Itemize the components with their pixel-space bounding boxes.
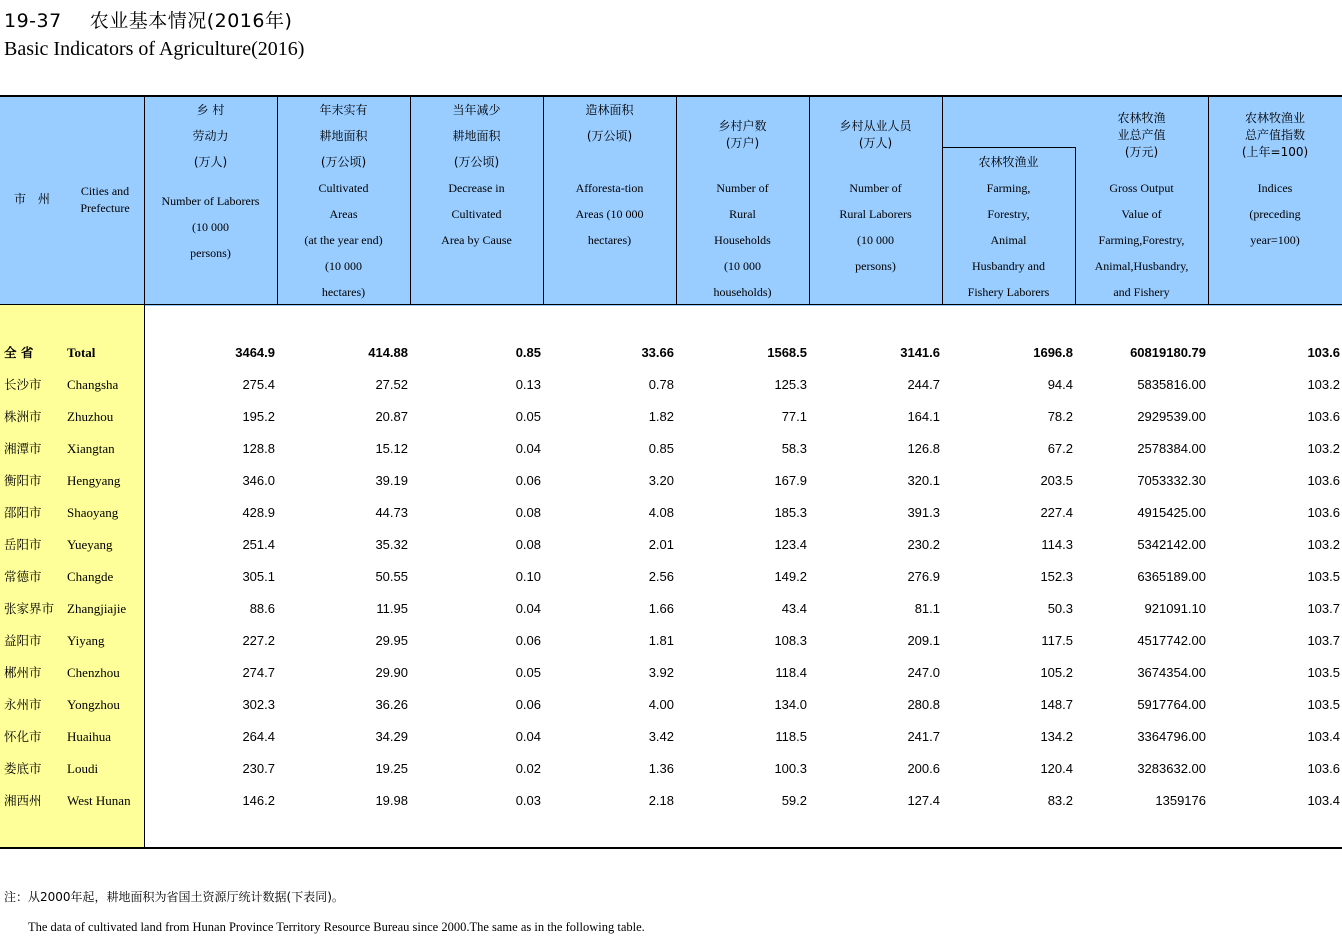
- header-zh-line: 乡村从业人员: [839, 119, 912, 133]
- table-cell: 103.6: [1307, 505, 1340, 520]
- header-en-line: Cultivated: [451, 207, 502, 221]
- region-name-zh: 常德市: [4, 569, 42, 584]
- region-name-en: Changde: [67, 569, 114, 584]
- page-title-zh: [4, 6, 292, 33]
- table-cell: 39.19: [375, 473, 408, 488]
- table-cell: 251.4: [242, 537, 275, 552]
- table-cell: 67.2: [1047, 441, 1073, 456]
- table-cell: 103.6: [1307, 761, 1340, 776]
- table-cell: 320.1: [907, 473, 940, 488]
- header-col-zh: [277, 97, 410, 175]
- page-title-en: Basic Indicators of Agriculture(2016): [4, 38, 305, 60]
- table-cell: 185.3: [774, 505, 807, 520]
- table-cell: 58.3: [781, 441, 807, 456]
- header-en-line: Animal,Husbandry,: [1094, 259, 1189, 273]
- table-cell: 19.98: [375, 793, 408, 808]
- header-col-zh: [1208, 110, 1342, 161]
- table-cell: 0.05: [515, 409, 541, 424]
- table-cell: 346.0: [242, 473, 275, 488]
- table-cell: 1.66: [648, 601, 674, 616]
- header-col-en: [277, 175, 410, 305]
- header-zh-line: (万人): [193, 155, 228, 169]
- table-cell: 29.90: [375, 665, 408, 680]
- table-cell: 391.3: [907, 505, 940, 520]
- table-cell: 114.3: [1041, 537, 1073, 552]
- table-cell: 103.5: [1307, 665, 1340, 680]
- header-zh-line: 业总产值: [1117, 128, 1166, 142]
- table-cell: 103.7: [1307, 601, 1340, 616]
- header-en-line: Number of Laborers: [161, 194, 260, 208]
- header-en-line: persons): [855, 259, 896, 273]
- table-cell: 83.2: [1047, 793, 1073, 808]
- header-en-line: Rural Laborers: [839, 207, 912, 221]
- table-cell: 2929539.00: [1137, 409, 1206, 424]
- header-en-line: (preceding: [1249, 207, 1301, 221]
- note-zh: 注：从2000年起，耕地面积为省国土资源厅统计数据(下表同)。: [4, 890, 344, 904]
- table-cell: 275.4: [242, 377, 275, 392]
- header-en-line: Afforesta-tion: [575, 181, 644, 195]
- table-cell: 103.2: [1307, 537, 1340, 552]
- table-cell: 0.04: [515, 601, 541, 616]
- region-name-zh: 衡阳市: [4, 473, 42, 488]
- table-cell: 103.5: [1307, 569, 1340, 584]
- table-row: [0, 497, 1342, 529]
- table-cell: 230.2: [907, 537, 940, 552]
- table-cell: 60819180.79: [1130, 345, 1206, 360]
- table-cell: 103.7: [1307, 633, 1340, 648]
- header-en-line: persons): [190, 246, 231, 260]
- table-cell: 27.52: [375, 377, 408, 392]
- table-cell: 1.81: [648, 633, 674, 648]
- table-cell: 247.0: [907, 665, 940, 680]
- header-en-line: and Fishery: [1113, 285, 1170, 299]
- header-region-en: [72, 183, 138, 217]
- table-cell: 146.2: [242, 793, 275, 808]
- table-cell: 0.03: [515, 793, 541, 808]
- table-cell: 118.4: [775, 665, 807, 680]
- region-name-en: Yongzhou: [67, 697, 120, 712]
- table-cell: 35.32: [375, 537, 408, 552]
- table-cell: 15.12: [375, 441, 408, 456]
- table-cell: 0.06: [515, 633, 541, 648]
- table-cell: 94.4: [1047, 377, 1073, 392]
- table-cell: 244.7: [907, 377, 940, 392]
- table-cell: 1359176: [1155, 793, 1206, 808]
- table-cell: 264.4: [242, 729, 275, 744]
- table-cell: 103.6: [1307, 409, 1340, 424]
- table-cell: 164.1: [907, 409, 940, 424]
- header-zh-line: 年末实有: [319, 103, 368, 117]
- table-cell: 134.2: [1040, 729, 1073, 744]
- table-cell: 0.04: [515, 441, 541, 456]
- header-en-line: (10 000: [192, 220, 229, 234]
- header-zh-line: 当年减少: [452, 103, 501, 117]
- region-name-en: Hengyang: [67, 473, 121, 488]
- region-name-en: Huaihua: [67, 729, 112, 744]
- table-cell: 0.08: [515, 505, 541, 520]
- table-row: [0, 785, 1342, 817]
- header-en-line: Indices: [1257, 181, 1293, 195]
- table-cell: 0.05: [515, 665, 541, 680]
- table-cell: 43.4: [781, 601, 807, 616]
- table-cell: 118.5: [775, 729, 807, 744]
- region-name-en: Shaoyang: [67, 505, 119, 520]
- header-en-line: Number of: [849, 181, 902, 195]
- table-cell: 2.56: [648, 569, 674, 584]
- header-col-en: [543, 175, 676, 253]
- table-cell: 78.2: [1047, 409, 1073, 424]
- table-cell: 100.3: [774, 761, 807, 776]
- total-row: [0, 337, 1342, 369]
- region-name-en: Zhuzhou: [67, 409, 114, 424]
- table-cell: 149.2: [774, 569, 807, 584]
- table-cell: 5342142.00: [1137, 537, 1206, 552]
- table-cell: 203.5: [1040, 473, 1073, 488]
- header-en-line: (at the year end): [304, 233, 383, 247]
- header-en-line: Fishery Laborers: [967, 285, 1050, 299]
- region-name-en: Zhangjiajie: [67, 601, 127, 616]
- table-cell: 3464.9: [235, 345, 275, 360]
- table-bottom-rule: [0, 847, 1342, 849]
- table-cell: 108.3: [774, 633, 807, 648]
- table-cell: 1.36: [648, 761, 674, 776]
- table-cell: 88.6: [249, 601, 275, 616]
- table-cell: 11.95: [376, 601, 408, 616]
- table-cell: 128.8: [242, 441, 275, 456]
- region-name-en: Yiyang: [67, 633, 105, 648]
- region-name-zh: 永州市: [4, 697, 42, 712]
- table-cell: 3.42: [648, 729, 674, 744]
- table-cell: 103.4: [1307, 793, 1340, 808]
- table-cell: 274.7: [242, 665, 275, 680]
- header-zh-line: 劳动力: [192, 129, 229, 143]
- header-en-line: Households: [714, 233, 771, 247]
- table-cell: 227.4: [1040, 505, 1073, 520]
- table-cell: 241.7: [907, 729, 940, 744]
- header-zh-line: 耕地面积: [452, 129, 501, 143]
- header-zh-line: 乡村户数: [718, 119, 767, 133]
- table-cell: 1.82: [648, 409, 674, 424]
- header-zh-line: 农林牧渔: [1117, 111, 1166, 125]
- table-cell: 305.1: [242, 569, 275, 584]
- region-name-en: West Hunan: [67, 793, 131, 808]
- header-en-line: households): [713, 285, 772, 299]
- header-col-en: [1075, 175, 1208, 305]
- table-cell: 20.87: [375, 409, 408, 424]
- table-cell: 3.92: [648, 665, 674, 680]
- header-zh-line: 造林面积: [585, 103, 634, 117]
- table-cell: 117.5: [1041, 633, 1073, 648]
- header-col-en: [942, 175, 1075, 305]
- table-cell: 209.1: [907, 633, 940, 648]
- table-cell: 120.4: [1040, 761, 1073, 776]
- region-name-zh: 怀化市: [4, 729, 42, 744]
- region-name-zh: 娄底市: [4, 761, 42, 776]
- header-en-line: Decrease in: [448, 181, 505, 195]
- table-cell: 302.3: [242, 697, 275, 712]
- table-cell: 50.55: [375, 569, 408, 584]
- table-cell: 230.7: [242, 761, 275, 776]
- table-cell: 0.06: [515, 697, 541, 712]
- table-cell: 5917764.00: [1137, 697, 1206, 712]
- header-col-en: [144, 188, 277, 266]
- table-cell: 0.85: [515, 345, 541, 360]
- header-zh-line: 耕地面积: [319, 129, 368, 143]
- table-cell: 200.6: [907, 761, 940, 776]
- table-cell: 2.18: [648, 793, 674, 808]
- region-name-en: Total: [67, 345, 96, 360]
- table-cell: 81.1: [914, 601, 940, 616]
- table-cell: 105.2: [1040, 665, 1073, 680]
- header-zh-line: (万公顷): [320, 155, 367, 169]
- header-col-en: [809, 175, 942, 279]
- region-name-en: Loudi: [67, 761, 99, 776]
- table-cell: 134.0: [774, 697, 807, 712]
- header-en-line: Value of: [1121, 207, 1162, 221]
- header-col-zh: [144, 97, 277, 175]
- table-cell: 103.6: [1307, 345, 1340, 360]
- table-cell: 36.26: [375, 697, 408, 712]
- table-cell: 34.29: [375, 729, 408, 744]
- table-cell: 280.8: [907, 697, 940, 712]
- region-name-en: Chenzhou: [67, 665, 120, 680]
- table-cell: 3283632.00: [1137, 761, 1206, 776]
- table-cell: 3674354.00: [1137, 665, 1206, 680]
- region-name-zh: 邵阳市: [4, 505, 42, 520]
- region-name-zh: 长沙市: [4, 377, 42, 392]
- header-en-line: hectares): [321, 285, 366, 299]
- table-cell: 103.6: [1307, 473, 1340, 488]
- table-cell: 0.78: [648, 377, 674, 392]
- table-cell: 103.5: [1307, 697, 1340, 712]
- region-name-en: Xiangtan: [67, 441, 115, 456]
- table-cell: 414.88: [368, 345, 408, 360]
- table-cell: 103.2: [1307, 377, 1340, 392]
- table-cell: 6365189.00: [1137, 569, 1206, 584]
- header-zh-line: (万户): [725, 136, 760, 150]
- header-zh-line: (万人): [858, 136, 893, 150]
- table-cell: 0.08: [515, 537, 541, 552]
- table-cell: 77.1: [781, 409, 807, 424]
- table-cell: 29.95: [375, 633, 408, 648]
- table-row: [0, 369, 1342, 401]
- region-name-zh: 岳阳市: [4, 537, 42, 552]
- table-cell: 44.73: [375, 505, 408, 520]
- table-cell: 3364796.00: [1137, 729, 1206, 744]
- table-cell: 103.2: [1307, 441, 1340, 456]
- region-name-zh: 株洲市: [4, 409, 42, 424]
- subheader-rule: [942, 147, 1075, 148]
- table-cell: 125.3: [774, 377, 807, 392]
- table-cell: 127.4: [907, 793, 940, 808]
- header-zh-line: 总产值指数: [1244, 128, 1305, 142]
- header-en-line: Area by Cause: [441, 233, 512, 247]
- table-row: [0, 593, 1342, 625]
- header-col-zh: [543, 97, 676, 149]
- region-name-zh: 全 省: [4, 345, 34, 360]
- header-col-zh: [1075, 110, 1208, 161]
- table-cell: 276.9: [907, 569, 940, 584]
- header-en-line: Gross Output: [1109, 181, 1174, 195]
- table-cell: 0.02: [515, 761, 541, 776]
- table-cell: 126.8: [907, 441, 940, 456]
- header-en-line: Areas: [329, 207, 358, 221]
- region-name-zh: 湘潭市: [4, 441, 42, 456]
- header-col-en: [410, 175, 543, 253]
- table-cell: 428.9: [242, 505, 275, 520]
- region-name-en: Changsha: [67, 377, 119, 392]
- header-en-line: Animal: [990, 233, 1027, 247]
- header-zh-line: 农林牧渔业: [978, 155, 1039, 169]
- header-zh-line: (万公顷): [586, 129, 633, 143]
- header-en-line: year=100): [1250, 233, 1300, 247]
- header-en-line: Rural: [729, 207, 756, 221]
- header-en-line: hectares): [587, 233, 632, 247]
- table-cell: 167.9: [774, 473, 807, 488]
- region-name-zh: 张家界市: [4, 601, 55, 616]
- table-row: [0, 657, 1342, 689]
- header-region-en-line: Prefecture: [80, 201, 130, 215]
- table-cell: 33.66: [641, 345, 674, 360]
- region-name-zh: 郴州市: [4, 665, 42, 680]
- header-zh-line: 农林牧渔业: [1244, 111, 1305, 125]
- table-row: [0, 433, 1342, 465]
- header-col-zh: [942, 149, 1075, 175]
- table-number: 19-37: [4, 10, 62, 32]
- header-zh-line: (万公顷): [453, 155, 500, 169]
- table-row: [0, 689, 1342, 721]
- header-col-en: [676, 175, 809, 305]
- table-cell: 4.00: [648, 697, 674, 712]
- table-cell: 59.2: [781, 793, 807, 808]
- table-row: [0, 625, 1342, 657]
- table-cell: 2578384.00: [1137, 441, 1206, 456]
- header-en-line: Areas (10 000: [575, 207, 644, 221]
- table-cell: 1568.5: [767, 345, 807, 360]
- table-cell: 0.06: [515, 473, 541, 488]
- table-cell: 148.7: [1040, 697, 1073, 712]
- table-cell: 4517742.00: [1137, 633, 1206, 648]
- header-en-line: Number of: [716, 181, 769, 195]
- header-en-line: Forestry,: [987, 207, 1030, 221]
- table-cell: 0.13: [515, 377, 541, 392]
- header-region-en-line: Cities and: [80, 184, 130, 198]
- table-cell: 4.08: [648, 505, 674, 520]
- table-cell: 3.20: [648, 473, 674, 488]
- table-cell: 7053332.30: [1137, 473, 1206, 488]
- header-col-zh: [676, 118, 809, 152]
- header-col-en: [1208, 175, 1342, 253]
- region-name-zh: 湘西州: [4, 793, 42, 808]
- header-en-line: (10 000: [325, 259, 362, 273]
- header-en-line: (10 000: [857, 233, 894, 247]
- table-cell: 103.4: [1307, 729, 1340, 744]
- table-cell: 1696.8: [1033, 345, 1073, 360]
- table-cell: 0.04: [515, 729, 541, 744]
- table-cell: 2.01: [648, 537, 674, 552]
- header-zh-line: 乡 村: [196, 103, 225, 117]
- table-cell: 0.85: [648, 441, 674, 456]
- table-cell: 4915425.00: [1137, 505, 1206, 520]
- table-cell: 921091.10: [1144, 601, 1206, 616]
- note-en: The data of cultivated land from Hunan Province Territory Resource Bureau since 2000.The same as in the following table.: [28, 920, 645, 934]
- header-en-line: (10 000: [724, 259, 761, 273]
- table-cell: 3141.6: [900, 345, 940, 360]
- table-row: [0, 529, 1342, 561]
- header-col-zh: [809, 118, 942, 152]
- header-en-line: Farming,: [986, 181, 1031, 195]
- header-region-zh: 市 州: [14, 192, 54, 206]
- table-cell: 152.3: [1040, 569, 1073, 584]
- region-name-zh: 益阳市: [4, 633, 42, 648]
- header-zh-line: (上年=100): [1241, 145, 1309, 159]
- table-row: [0, 401, 1342, 433]
- region-name-en: Yueyang: [67, 537, 113, 552]
- header-en-line: Cultivated: [318, 181, 369, 195]
- title-zh-text: 农业基本情况(2016年): [89, 10, 293, 32]
- table-cell: 195.2: [242, 409, 275, 424]
- header-en-line: Farming,Forestry,: [1098, 233, 1185, 247]
- table-cell: 50.3: [1047, 601, 1073, 616]
- table-cell: 19.25: [375, 761, 408, 776]
- table-cell: 5835816.00: [1137, 377, 1206, 392]
- table-row: [0, 753, 1342, 785]
- table-cell: 227.2: [242, 633, 275, 648]
- table-cell: 123.4: [774, 537, 807, 552]
- header-col-zh: [410, 97, 543, 175]
- table-row: [0, 561, 1342, 593]
- table-cell: 0.10: [515, 569, 541, 584]
- table-row: [0, 465, 1342, 497]
- table-row: [0, 721, 1342, 753]
- header-en-line: Husbandry and: [972, 259, 1045, 273]
- header-zh-line: (万元): [1124, 145, 1159, 159]
